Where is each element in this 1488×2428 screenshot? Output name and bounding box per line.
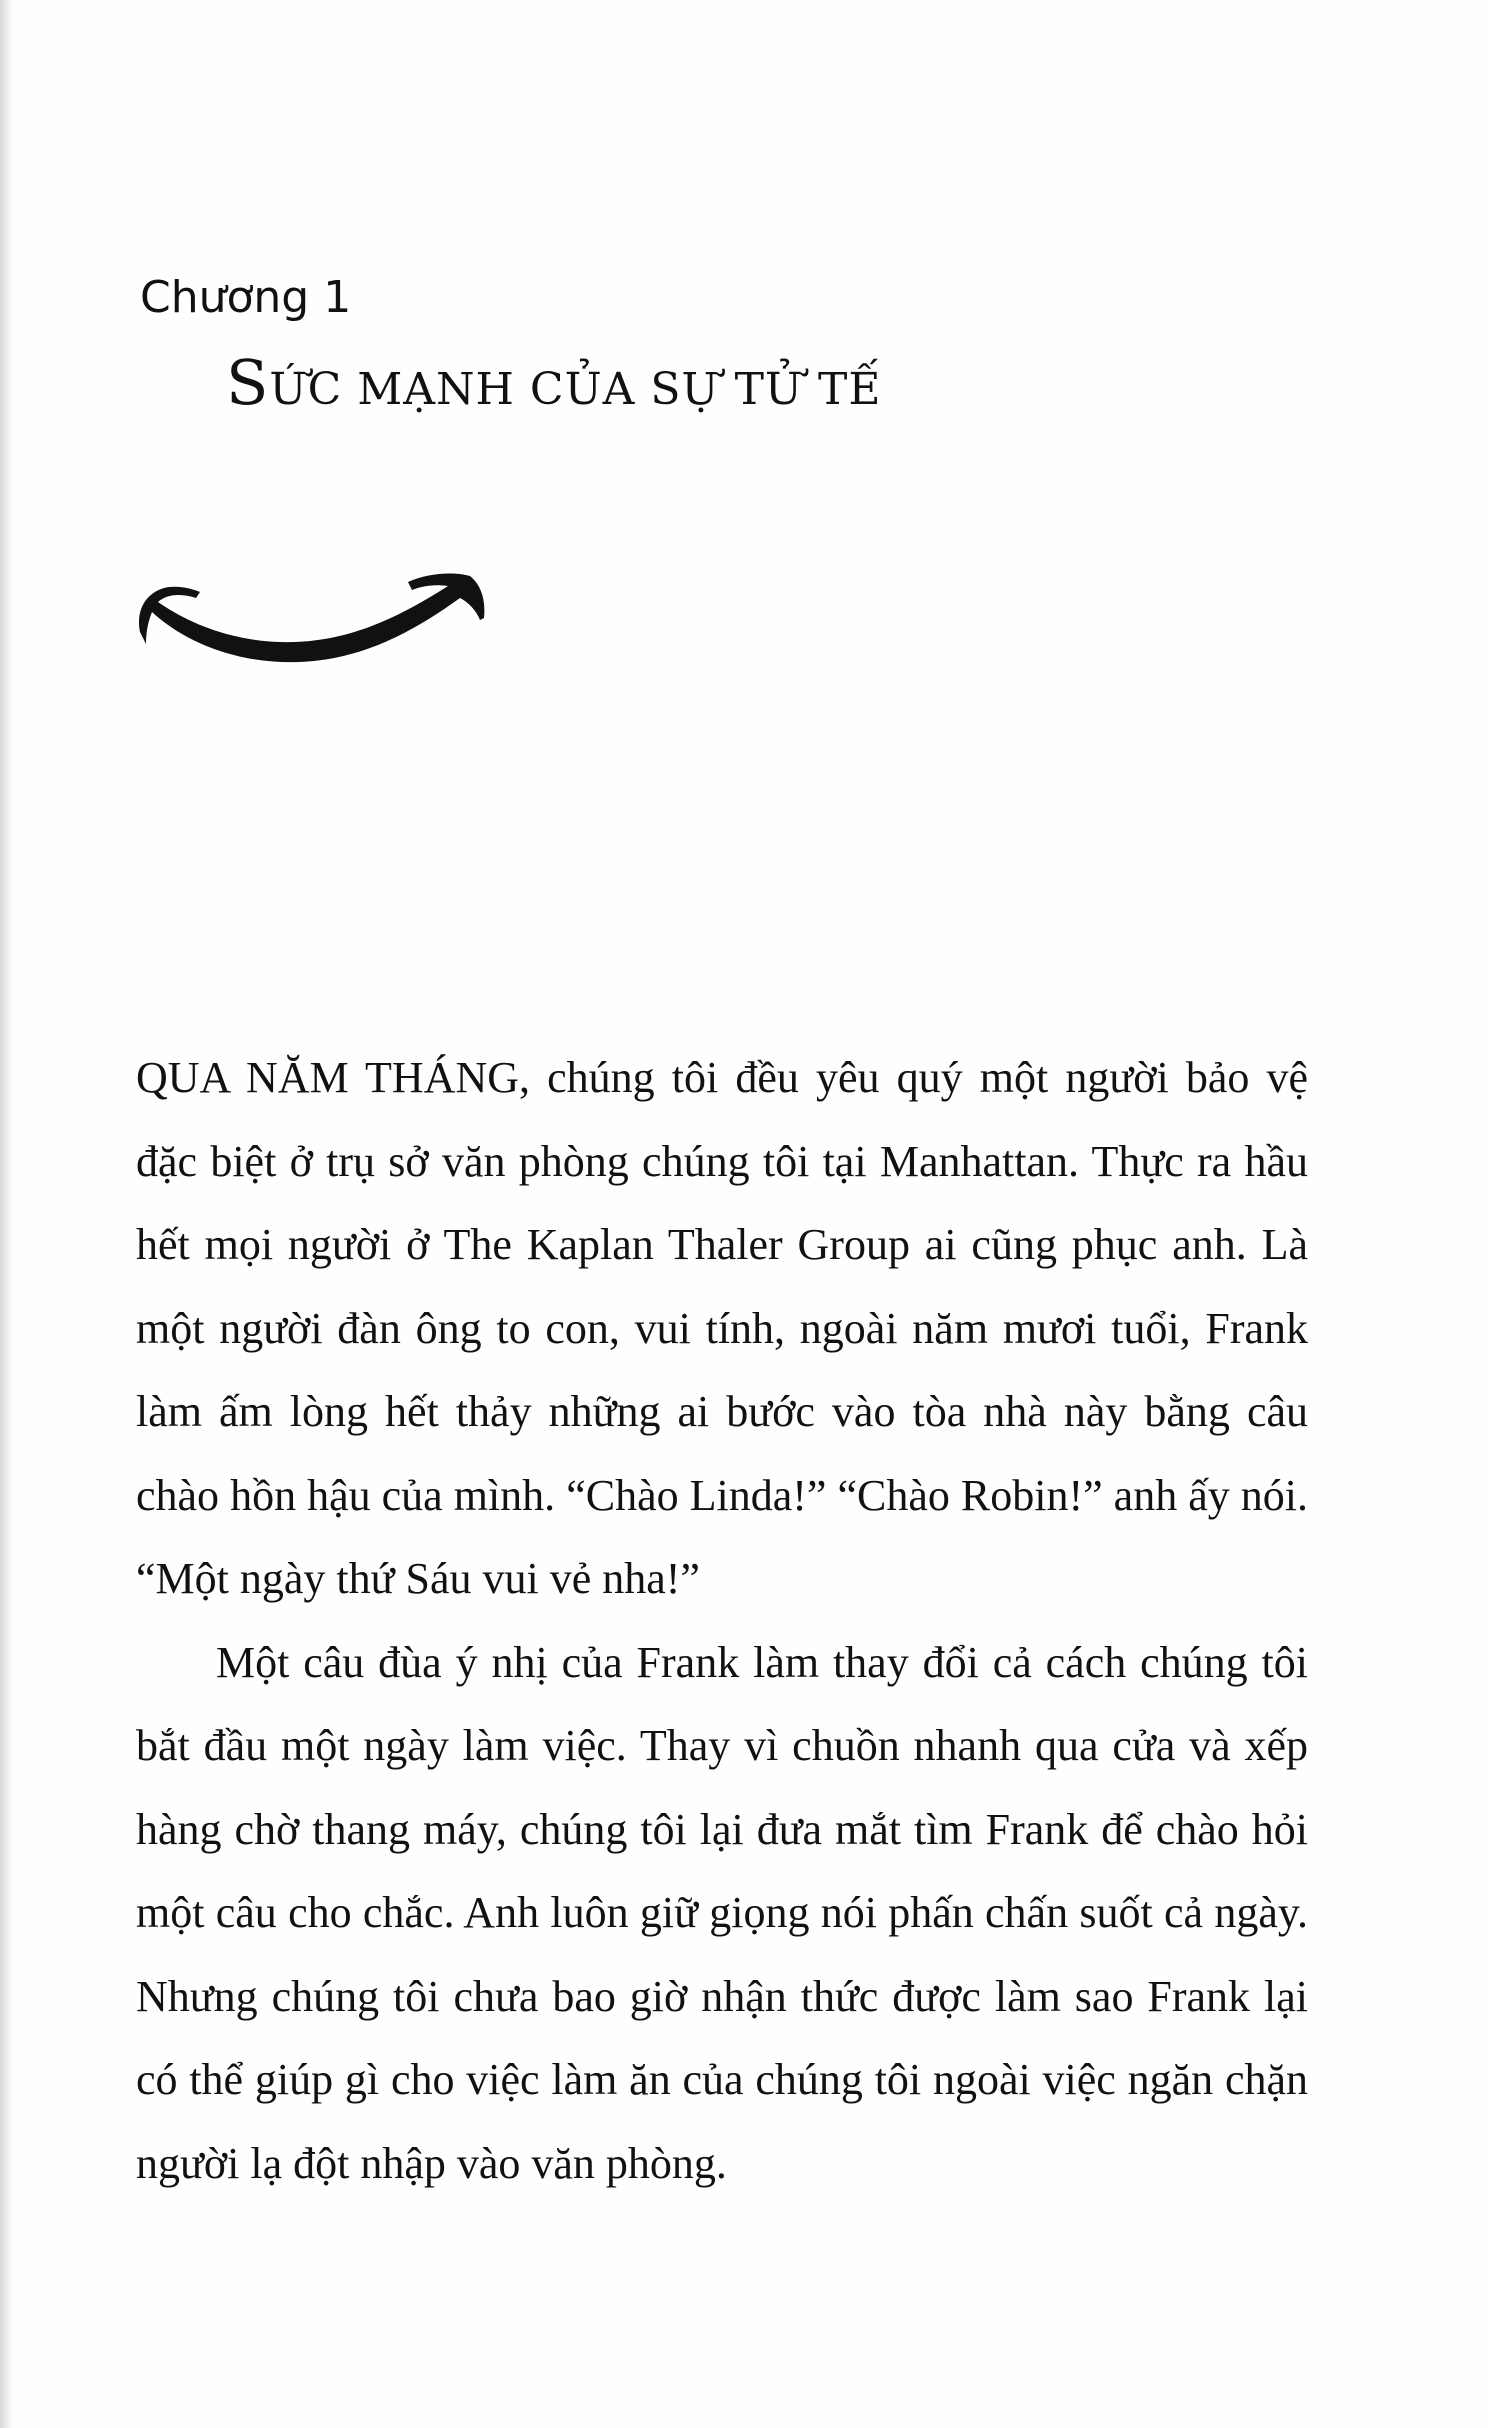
chapter-label: Chương 1	[140, 272, 352, 323]
chapter-title-initial: S	[226, 346, 270, 419]
chapter-title-rest: ỨC MẠNH CỦA SỰ TỬ TẾ	[269, 364, 882, 415]
body-text	[136, 1036, 1308, 2205]
smile-curve-icon	[130, 560, 490, 670]
page-edge-shadow	[0, 0, 14, 2428]
paragraph-2: Một câu đùa ý nhị của Frank làm thay đổi cả cách chúng tôi bắt đầu một ngày làm việc. Thay vì chuồn nhanh qua cửa và xếp hàng chờ thang máy, chúng tôi lại đưa mắt tìm Frank để chào hỏi một câu cho chắc. Anh luôn giữ giọng nói phấn chấn suốt cả ngày. Nhưng chúng tôi chưa bao giờ nhận thức được làm sao Frank lại có thể giúp gì cho việc làm ăn của chúng tôi ngoài việc ngăn chặn người lạ đột nhập vào văn phòng.	[136, 1637, 1308, 2188]
chapter-title	[226, 338, 882, 435]
paragraph-1: QUA NĂM THÁNG, chúng tôi đều yêu quý một người bảo vệ đặc biệt ở trụ sở văn phòng chúng tôi tại Manhattan. Thực ra hầu hết mọi người ở The Kaplan Thaler Group ai cũng phục anh. Là một người đàn ông to con, vui tính, ngoài năm mươi tuổi, Frank làm ấm lòng hết thảy những ai bước vào tòa nhà này bằng câu chào hồn hậu của mình. “Chào Linda!” “Chào Robin!” anh ấy nói. “Một ngày thứ Sáu vui vẻ nha!”	[136, 1053, 1308, 1603]
